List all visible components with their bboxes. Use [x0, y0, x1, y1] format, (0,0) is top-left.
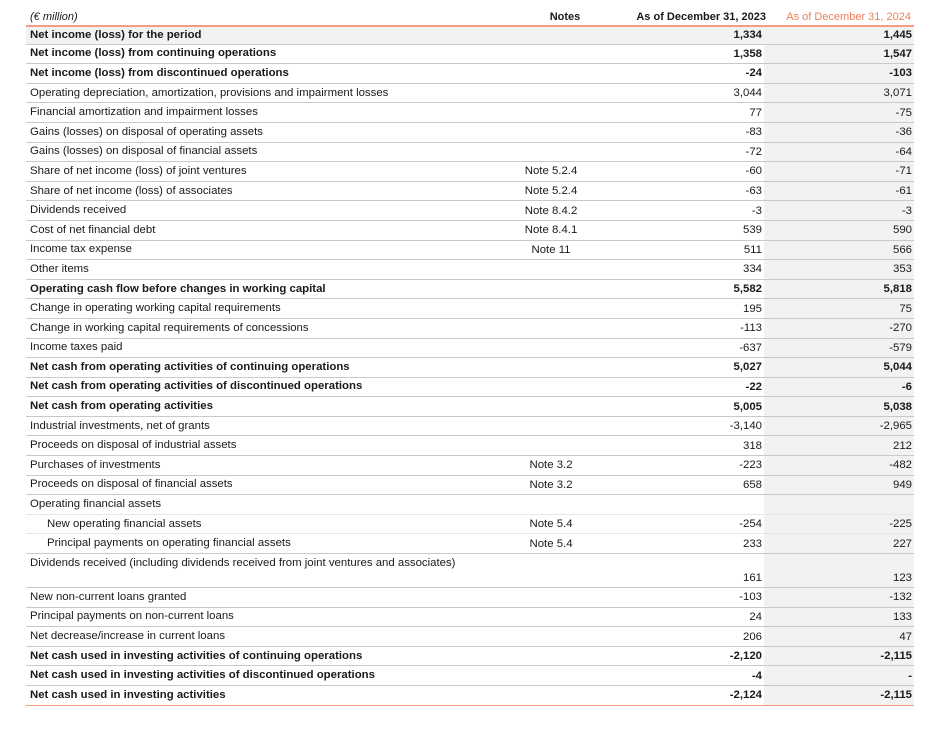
row-note: Note 5.2.4: [524, 185, 578, 198]
table-row: [26, 162, 914, 182]
table-row: [26, 221, 914, 241]
value-2023: -22: [745, 380, 762, 393]
value-2023: 161: [742, 572, 762, 585]
row-label: Net cash from operating activities: [30, 400, 213, 413]
value-2024: 1,547: [764, 45, 914, 64]
value-2024: 1,445: [764, 27, 914, 44]
value-2024: 5,818: [764, 280, 914, 299]
row-note: Note 3.2: [529, 478, 573, 491]
row-label: Net cash from operating activities of continuing operations: [30, 360, 350, 373]
value-2024: 75: [764, 299, 914, 318]
table-row: [26, 378, 914, 398]
value-2023: 334: [742, 263, 762, 276]
value-2023: 511: [743, 243, 762, 256]
value-2023: -103: [739, 591, 762, 604]
table-row: [26, 241, 914, 261]
row-label: Dividends received: [30, 204, 127, 217]
value-2024: 566: [764, 241, 914, 260]
table-row: [26, 299, 914, 319]
row-label: Operating depreciation, amortization, provisions and impairment losses: [30, 86, 389, 99]
row-note: Note 5.4: [529, 518, 573, 531]
table-row: [26, 647, 914, 667]
value-2023: 1,358: [733, 47, 762, 60]
table-row: [26, 143, 914, 163]
value-2023: -3: [751, 204, 762, 217]
table-row: [26, 495, 914, 515]
value-2024: 123: [764, 554, 914, 587]
value-2023: 3,044: [733, 87, 762, 100]
value-2024: -2,115: [764, 686, 914, 705]
row-label: Purchases of investments: [30, 458, 161, 471]
value-2023: -63: [745, 185, 762, 198]
cash-flow-table: [26, 9, 914, 706]
value-2024: [764, 495, 914, 514]
row-label: Financial amortization and impairment losses: [30, 106, 258, 119]
value-2023: 24: [749, 610, 762, 623]
value-2024: -2,115: [764, 647, 914, 666]
table-row: [26, 476, 914, 496]
row-label: Change in working capital requirements of concessions: [30, 321, 309, 334]
value-2023: -3,140: [729, 420, 762, 433]
row-label: Proceeds on disposal of industrial assets: [30, 439, 237, 452]
row-label: Income tax expense: [30, 243, 132, 256]
value-2024: -36: [764, 123, 914, 142]
value-2023: -60: [745, 165, 762, 178]
value-2024: -6: [764, 378, 914, 397]
value-2023: -223: [739, 459, 762, 472]
row-label: Net income (loss) from discontinued operations: [30, 66, 289, 79]
value-2024: -64: [764, 143, 914, 162]
row-label: Other items: [30, 262, 89, 275]
table-row: [26, 64, 914, 84]
value-2024: -482: [764, 456, 914, 475]
table-row: [26, 417, 914, 437]
column-header-2024: As of December 31, 2024: [786, 11, 911, 23]
row-label: Net cash from operating activities of discontinued operations: [30, 380, 363, 393]
value-2023: 1,334: [733, 29, 762, 42]
row-label: Principal payments on operating financial assets: [47, 537, 291, 550]
table-row: [26, 25, 914, 45]
row-label: Net cash used in investing activities: [30, 688, 226, 701]
row-note: Note 5.2.4: [524, 165, 578, 178]
table-row: [26, 554, 914, 588]
column-header-2023: As of December 31, 2023: [636, 11, 766, 23]
value-2024: -61: [764, 182, 914, 201]
table-row: [26, 358, 914, 378]
row-label: Net cash used in investing activities of discontinued operations: [30, 669, 375, 682]
row-note: Note 8.4.1: [524, 224, 578, 237]
row-note: Note 5.4: [529, 537, 573, 550]
value-2023: -24: [745, 67, 762, 80]
unit-label: (€ million): [30, 11, 78, 23]
value-2024: -3: [764, 201, 914, 220]
row-label: Principal payments on non-current loans: [30, 610, 234, 623]
table-row: [26, 515, 914, 535]
row-label: Net cash used in investing activities of continuing operations: [30, 649, 363, 662]
row-label: Proceeds on disposal of financial assets: [30, 478, 233, 491]
row-label: Change in operating working capital requirements: [30, 302, 281, 315]
row-label: Cost of net financial debt: [30, 223, 156, 236]
row-label: Dividends received (including dividends received from joint ventures and associates): [30, 557, 456, 570]
value-2024: 590: [764, 221, 914, 240]
value-2024: 949: [764, 476, 914, 495]
value-2024: -270: [764, 319, 914, 338]
row-label: Industrial investments, net of grants: [30, 419, 210, 432]
row-label: Operating financial assets: [30, 498, 162, 511]
value-2023: 77: [749, 106, 762, 119]
value-2023: 195: [742, 302, 762, 315]
value-2023: 233: [742, 537, 762, 550]
table-row: [26, 666, 914, 686]
value-2024: -103: [764, 64, 914, 83]
row-label: New operating financial assets: [47, 517, 202, 530]
table-row: [26, 608, 914, 628]
value-2024: 5,038: [764, 397, 914, 416]
table-row: [26, 534, 914, 554]
table-row: [26, 456, 914, 476]
value-2024: 353: [764, 260, 914, 279]
value-2023: -2,120: [729, 650, 762, 663]
table-row: [26, 686, 914, 706]
value-2023: -113: [740, 322, 762, 335]
row-note: Note 11: [531, 243, 571, 256]
table-header: [26, 9, 914, 25]
value-2023: 5,005: [733, 400, 762, 413]
value-2023: -72: [745, 145, 762, 158]
value-2024: 3,071: [764, 84, 914, 103]
value-2023: -2,124: [729, 689, 762, 702]
value-2023: 5,582: [733, 283, 762, 296]
value-2024: -71: [764, 162, 914, 181]
value-2024: -75: [764, 103, 914, 122]
table-row: [26, 84, 914, 104]
table-row: [26, 182, 914, 202]
table-row: [26, 103, 914, 123]
row-label: Income taxes paid: [30, 341, 123, 354]
table-row: [26, 45, 914, 65]
value-2023: -637: [739, 341, 762, 354]
value-2024: -: [764, 666, 914, 685]
table-row: [26, 627, 914, 647]
value-2023: 318: [742, 439, 762, 452]
value-2023: -83: [745, 126, 762, 139]
row-label: Share of net income (loss) of joint ventures: [30, 164, 247, 177]
row-label: New non-current loans granted: [30, 590, 187, 603]
row-note: Note 3.2: [529, 459, 573, 472]
table-row: [26, 436, 914, 456]
table-row: [26, 260, 914, 280]
value-2023: 5,027: [733, 361, 762, 374]
row-label: Gains (losses) on disposal of operating assets: [30, 125, 263, 138]
table-body: [26, 25, 914, 706]
row-label: Net decrease/increase in current loans: [30, 630, 226, 643]
value-2024: -579: [764, 339, 914, 358]
value-2023: -254: [739, 518, 762, 531]
value-2024: 5,044: [764, 358, 914, 377]
value-2023: -4: [751, 669, 762, 682]
table-row: [26, 201, 914, 221]
value-2024: -2,965: [764, 417, 914, 436]
value-2024: 227: [764, 534, 914, 553]
notes-column-header: Notes: [549, 11, 581, 23]
row-note: Note 8.4.2: [524, 204, 578, 217]
row-label: Gains (losses) on disposal of financial assets: [30, 145, 258, 158]
row-label: Share of net income (loss) of associates: [30, 184, 233, 197]
table-row: [26, 319, 914, 339]
value-2023: 206: [742, 630, 762, 643]
table-row: [26, 280, 914, 300]
row-label: Operating cash flow before changes in working capital: [30, 282, 326, 295]
table-row: [26, 123, 914, 143]
table-row: [26, 588, 914, 608]
value-2023: 539: [742, 224, 762, 237]
value-2024: 133: [764, 608, 914, 627]
value-2023: 658: [742, 478, 762, 491]
row-label: Net income (loss) from continuing operations: [30, 47, 277, 60]
value-2024: 212: [764, 436, 914, 455]
row-label: Net income (loss) for the period: [30, 28, 202, 41]
value-2024: 47: [764, 627, 914, 646]
value-2024: -132: [764, 588, 914, 607]
table-row: [26, 397, 914, 417]
table-row: [26, 339, 914, 359]
value-2024: -225: [764, 515, 914, 534]
